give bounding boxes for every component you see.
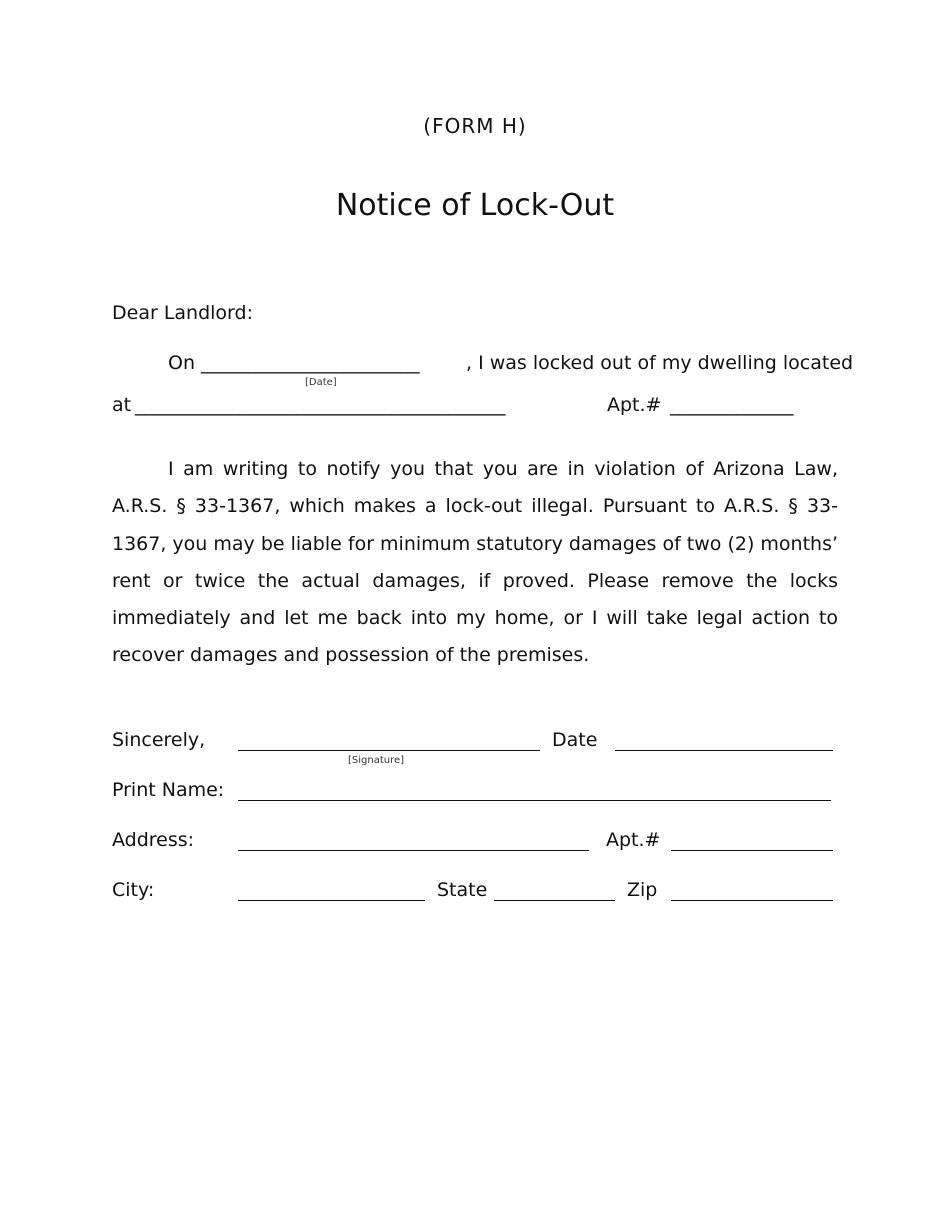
apt-line[interactable] <box>671 850 833 851</box>
body-paragraph-text: I am writing to notify you that you are in violation of Arizona Law, A.R.S. § 33-1367, which makes a lock-out illegal. Pursuant to A.R.S. § 33-1367, you may be liable for minimum statutory damages of two (2) months’ rent or twice the actual damages, if proved. Please remove the locks immediately and let me back into my home, or I will take legal action to recover damages and possession of the premises. <box>112 458 839 667</box>
zip-line[interactable] <box>671 900 833 901</box>
signature-line[interactable] <box>238 750 540 751</box>
date-label: Date <box>552 729 598 751</box>
date-caption: [Date] <box>305 377 337 388</box>
state-label: State <box>437 879 488 901</box>
on-label: On <box>168 352 195 374</box>
address-blank[interactable]: _______________________________________ <box>135 394 506 416</box>
body-paragraph <box>112 451 838 675</box>
city-line[interactable] <box>238 900 425 901</box>
apt-blank-top[interactable]: _____________ <box>670 394 794 416</box>
signature-caption: [Signature] <box>348 755 405 766</box>
zip-label: Zip <box>627 879 658 901</box>
salutation: Dear Landlord: <box>112 302 253 324</box>
form-label: (FORM H) <box>423 114 527 138</box>
page-title: Notice of Lock-Out <box>335 188 615 223</box>
print-name-line[interactable] <box>238 800 831 801</box>
locked-out-text: , I was locked out of my dwelling located <box>466 352 854 374</box>
state-line[interactable] <box>494 900 615 901</box>
address-label: Address: <box>112 829 195 851</box>
date-line[interactable] <box>615 750 833 751</box>
apt-label: Apt.# <box>606 829 661 851</box>
print-name-label: Print Name: <box>112 779 225 801</box>
sincerely-label: Sincerely, <box>112 729 206 751</box>
address-line[interactable] <box>238 850 589 851</box>
city-label: City: <box>112 879 155 901</box>
date-blank[interactable]: _______________________ <box>201 352 420 374</box>
at-label: at <box>112 394 132 416</box>
apt-label-top: Apt.# <box>607 394 662 416</box>
